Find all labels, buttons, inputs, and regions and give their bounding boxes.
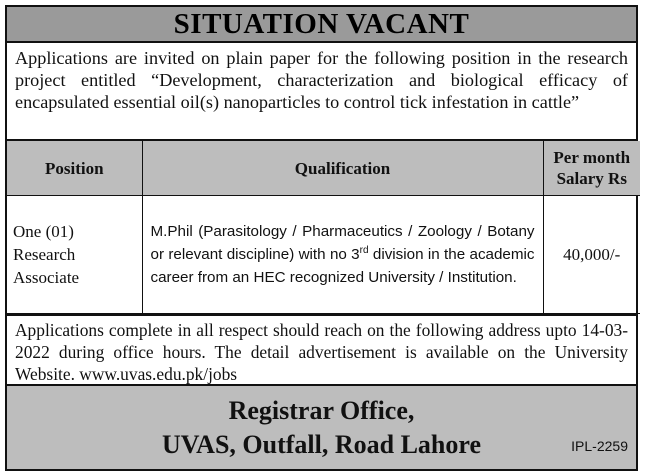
qualification-text-after: division in the academic career from an HEC recognized University / Institution.: [150, 246, 535, 286]
position-cell: One (01) Research Associate: [7, 196, 142, 314]
application-section: [7, 314, 636, 386]
header-salary: [543, 141, 640, 196]
header-salary-line2: Salary Rs: [556, 169, 627, 188]
table-header-row: [7, 141, 640, 196]
salary-cell: 40,000/-: [543, 196, 640, 314]
footer-line2: UVAS, Outfall, Road Lahore: [161, 429, 482, 459]
table-row: [7, 196, 640, 314]
footer-line1: Registrar Office,: [228, 395, 415, 425]
intro-text: Applications are invited on plain paper for the following position in the research project entitled “Development, characterization and biological efficacy of encapsulated essential oil(s) nanoparticles to control tick infestation in cattle”: [15, 48, 628, 112]
ad-code: IPL-2259: [571, 438, 628, 454]
qualification-superscript: rd: [359, 244, 369, 256]
qualification-cell: [142, 196, 543, 314]
footer-address: [7, 384, 636, 469]
qualification-text-before: M.Phil (Parasitology / Pharmaceutics / Zoology / Botany or relevant discipline) with no 3: [150, 223, 535, 263]
position-table: [7, 141, 640, 314]
ad-title: SITUATION VACANT: [7, 7, 636, 43]
application-note: Applications complete in all respect should reach on the following address upto 14-03-2022 during office hours. The detail advertisement is available on the University Website. www.uvas.edu.pk/jobs: [15, 320, 628, 384]
header-salary-line1: Per month: [553, 148, 631, 167]
header-position: Position: [7, 141, 142, 196]
header-qualification: Qualification: [142, 141, 543, 196]
intro-section: [7, 43, 636, 141]
advertisement: [5, 5, 638, 471]
